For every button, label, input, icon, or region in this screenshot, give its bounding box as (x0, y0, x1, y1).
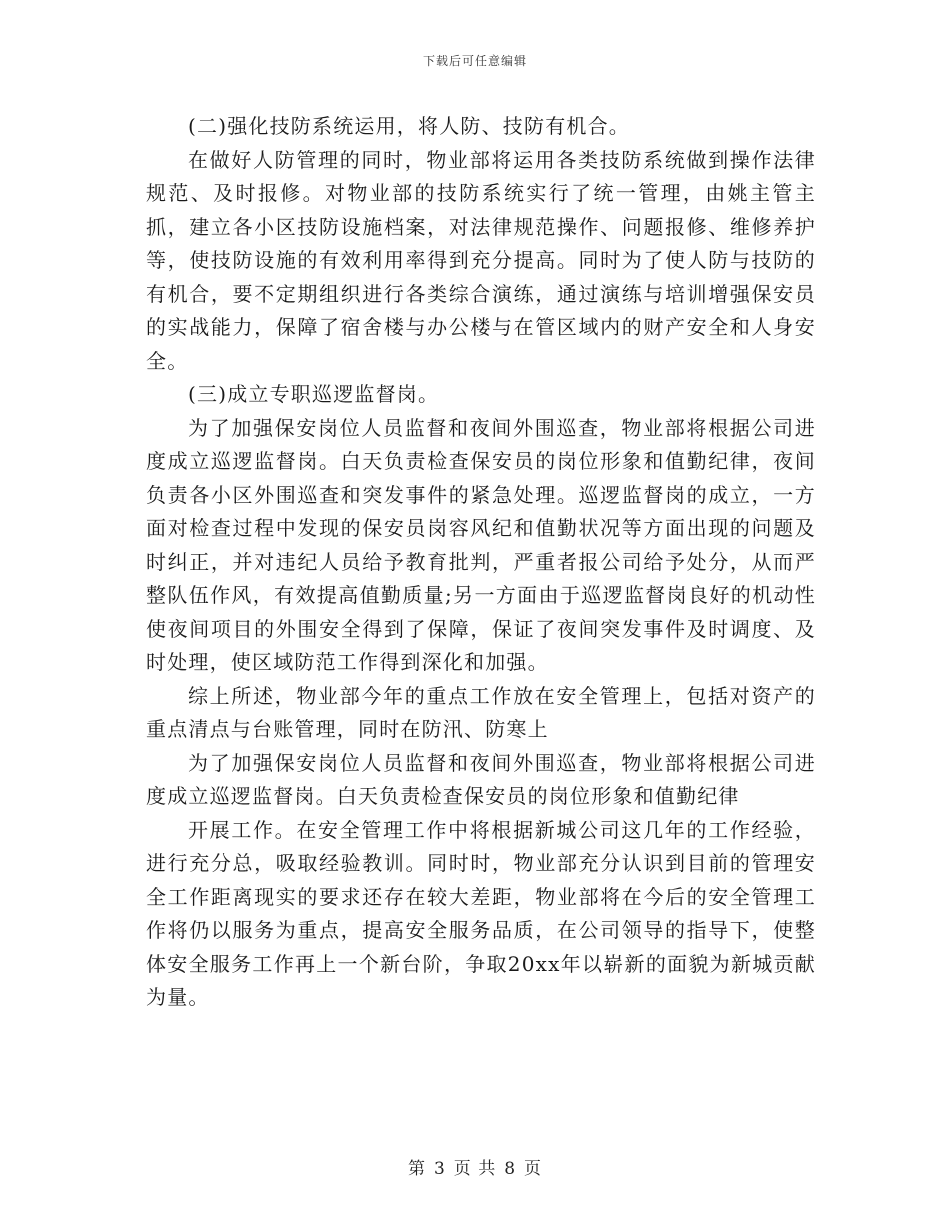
page-total: 8 (504, 1159, 517, 1179)
page-footer (0, 1154, 950, 1179)
page-label-suffix: 页 (524, 1159, 543, 1179)
page-label-mid: 页 共 (453, 1159, 497, 1179)
paragraph: 为了加强保安岗位人员监督和夜间外围巡查，物业部将根据公司进度成立巡逻监督岗。白天负责检查保安员的岗位形象和值勤纪律，夜间负责各小区外围巡查和突发事件的紧急处理。巡逻监督岗的成立，一方面对检查过程中发现的保安员岗容风纪和值勤状况等方面出现的问题及时纠正，并对违纪人员给予教育批判，严重者报公司给予处分，从而严整队伍作风，有效提高值勤质量;另一方面由于巡逻监督岗良好的机动性使夜间项目的外围安全得到了保障，保证了夜间突发事件及时调度、及时处理，使区域防范工作得到深化和加强。 (146, 415, 816, 674)
header-note: 下载后可任意编辑 (422, 54, 527, 68)
paragraph: 在做好人防管理的同时，物业部将运用各类技防系统做到操作法律规范、及时报修。对物业部的技防系统实行了统一管理，由姚主管主抓，建立各小区技防设施档案，对法律规范操作、问题报修、维修养护等，使技防设施的有效利用率得到充分提高。同时为了使人防与技防的有机合，要不定期组织进行各类综合演练，通过演练与培训增强保安员的实战能力，保障了宿舍楼与办公楼与在管区域内的财产安全和人身安全。 (146, 147, 816, 373)
section-heading-2: (二)强化技防系统运用，将人防、技防有机合。 (188, 114, 631, 138)
section-heading-3: (三)成立专职巡逻监督岗。 (188, 382, 440, 406)
document-body (146, 110, 816, 1015)
paragraph: 综上所述，物业部今年的重点工作放在安全管理上，包括对资产的重点清点与台账管理，同时在防汛、防寒上 (146, 683, 816, 741)
page-current: 3 (433, 1159, 446, 1179)
paragraph: 为了加强保安岗位人员监督和夜间外围巡查，物业部将根据公司进度成立巡逻监督岗。白天负责检查保安员的岗位形象和值勤纪律 (146, 750, 816, 808)
page-label-prefix: 第 (407, 1159, 426, 1179)
paragraph: 开展工作。在安全管理工作中将根据新城公司这几年的工作经验，进行充分总，吸取经验教训。同时时，物业部充分认识到目前的管理安全工作距离现实的要求还存在较大差距，物业部将在今后的安全管理工作将仍以服务为重点，提高安全服务品质，在公司领导的指导下，使整体安全服务工作再上一个新台阶，争取20xx年以崭新的面貌为新城贡献为量。 (146, 817, 816, 1009)
